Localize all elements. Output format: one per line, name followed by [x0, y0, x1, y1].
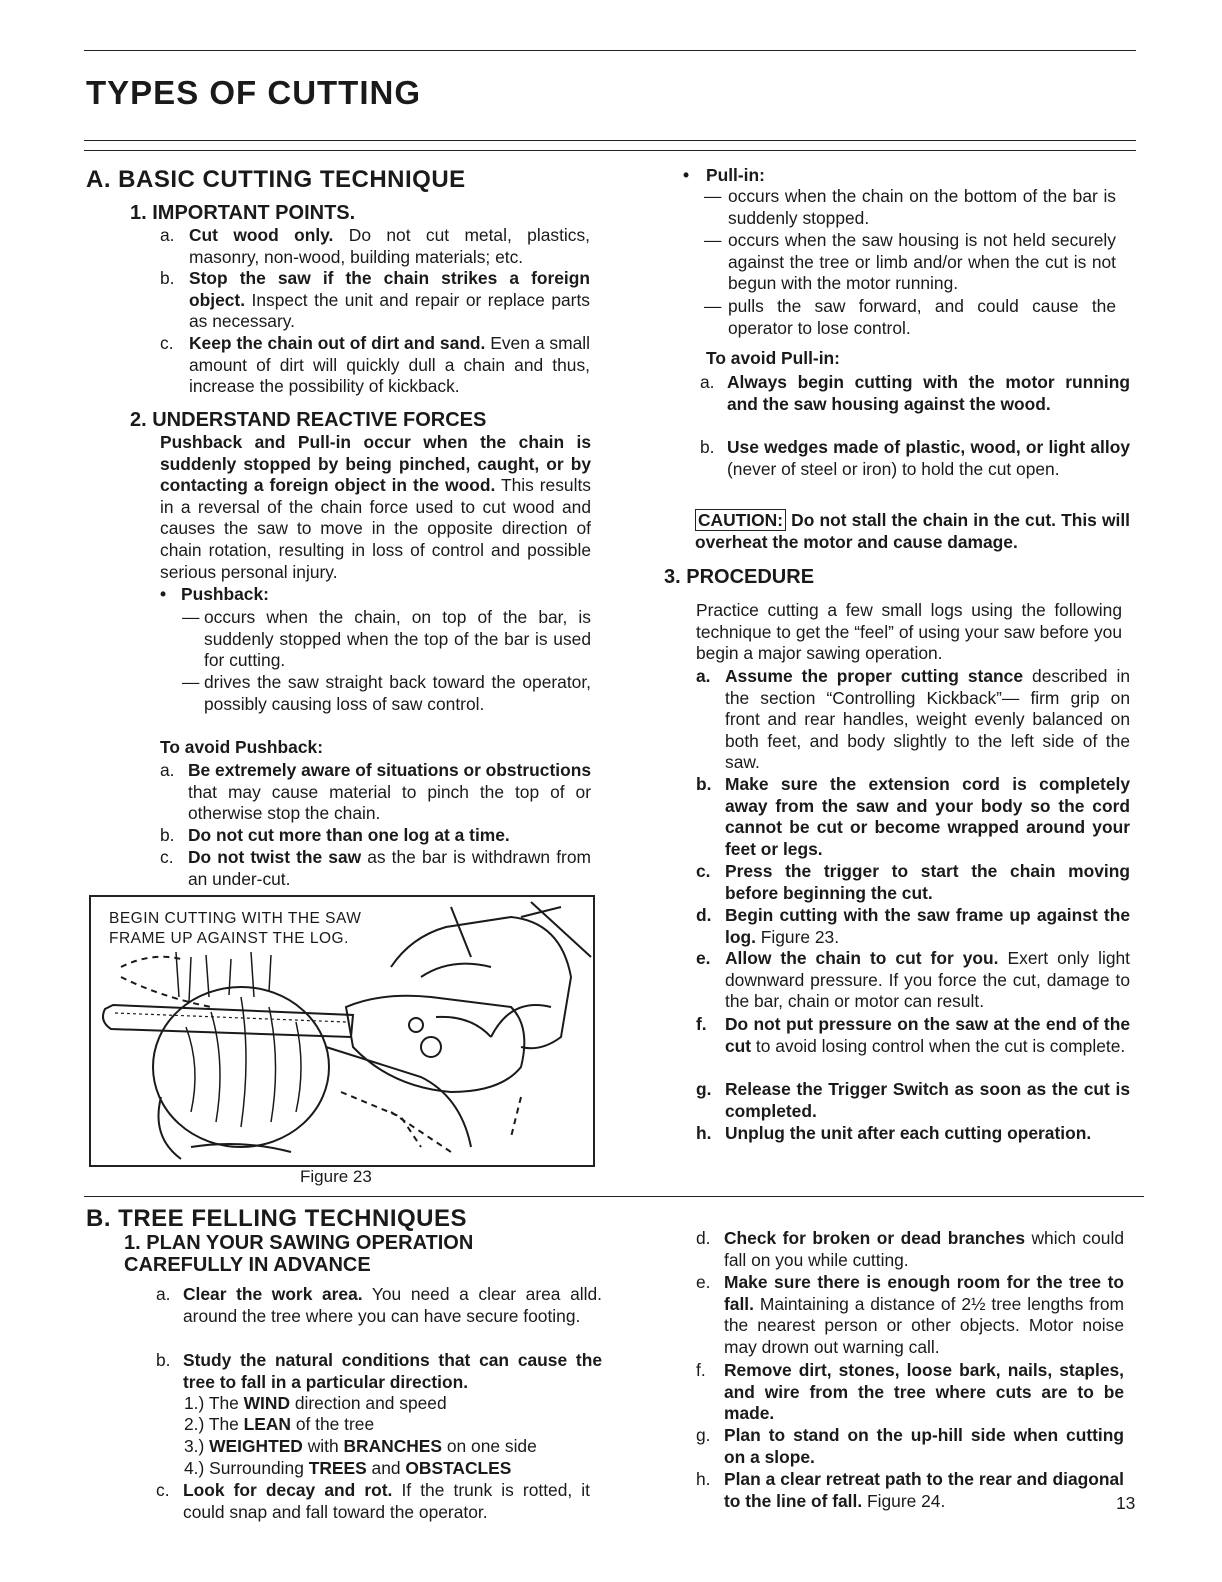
procedure-item-f: f. Do not put pressure on the saw at the end of the cut to avoid losing control when the cut is complete.	[696, 1014, 1130, 1056]
avoid-pushback-b: b. Do not cut more than one log at a time.	[160, 825, 510, 845]
figure-23	[89, 895, 595, 1167]
procedure-item-e: e. Allow the chain to cut for you. Exert only light downward pressure. If you force the cut, damage to the bar, chain or motor can result.	[696, 948, 1130, 1012]
felling-item-b: b. Study the natural conditions that can cause the tree to fall in a particular direction.	[156, 1350, 602, 1392]
title-rule-2	[84, 150, 1136, 151]
pullin-bullet: • Pull-in:	[683, 165, 765, 185]
bullet-icon: •	[160, 584, 167, 604]
felling-item-f: f. Remove dirt, stones, loose bark, nails, staples, and wire from the tree where cuts are to be made.	[696, 1360, 1124, 1424]
top-rule	[84, 50, 1136, 51]
figure-note: BEGIN CUTTING WITH THE SAW FRAME UP AGAINST THE LOG.	[109, 910, 362, 947]
condition-4: 4.) Surrounding TREES and OBSTACLES	[184, 1458, 512, 1478]
procedure-item-a: a. Assume the proper cutting stance described in the section “Controlling Kickback”— firm grip on front and rear handles, weight evenly balanced on both feet, and body slightly to the left side of the saw.	[696, 666, 1130, 773]
procedure-item-g: g. Release the Trigger Switch as soon as the cut is completed.	[696, 1079, 1130, 1121]
important-points-heading: 1. IMPORTANT POINTS.	[130, 202, 356, 224]
title-rule-1	[84, 140, 1136, 141]
felling-item-e: e. Make sure there is enough room for the tree to fall. Maintaining a distance of 2½ tree lengths from the nearest person or other objects. Motor noise may drown out warning call.	[696, 1272, 1124, 1357]
bullet-icon: •	[683, 165, 690, 185]
procedure-item-c: c. Press the trigger to start the chain moving before beginning the cut.	[696, 861, 1130, 903]
avoid-pushback-c: c. Do not twist the saw as the bar is withdrawn from an under-cut.	[160, 847, 591, 889]
felling-item-a: a. Clear the work area. You need a clear area alld. around the tree where you can have secure footing.	[156, 1284, 602, 1326]
page-title: TYPES OF CUTTING	[86, 74, 422, 111]
plan-heading: 1. PLAN YOUR SAWING OPERATION CAREFULLY IN ADVANCE	[124, 1232, 474, 1276]
avoid-pullin-heading: To avoid Pull-in:	[706, 348, 840, 368]
section-divider	[84, 1196, 1144, 1197]
felling-item-c: c. Look for decay and rot. If the trunk is rotted, it could snap and fall toward the operator.	[156, 1480, 590, 1522]
avoid-pushback-a: a. Be extremely aware of situations or obstructions that may cause material to pinch the top of or otherwise stop the chain.	[160, 760, 591, 824]
caution-note: CAUTION: Do not stall the chain in the cut. This will overheat the motor and cause damage.	[695, 510, 1130, 552]
important-item-b: b. Stop the saw if the chain strikes a foreign object. Inspect the unit and repair or replace parts as necessary.	[160, 268, 590, 332]
condition-2: 2.) The LEAN of the tree	[184, 1414, 375, 1434]
felling-item-d: d. Check for broken or dead branches which could fall on you while cutting.	[696, 1228, 1124, 1270]
section-b-heading: B. TREE FELLING TECHNIQUES	[86, 1205, 468, 1232]
pullin-point-2: — occurs when the saw housing is not held securely against the tree or limb and/or when the cut is not begun with the motor running.	[704, 230, 1116, 294]
procedure-item-b: b. Make sure the extension cord is completely away from the saw and your body so the cord cannot be cut or become wrapped around your feet or legs.	[696, 774, 1130, 859]
important-item-a: a. Cut wood only. Do not cut metal, plastics, masonry, non-wood, building materials; etc.	[160, 225, 590, 267]
pushback-point-1: — occurs when the chain, on top of the bar, is suddenly stopped when the top of the bar is used for cutting.	[182, 607, 591, 671]
reactive-forces-intro: Pushback and Pull-in occur when the chain is suddenly stopped by being pinched, caught, or by contacting a foreign object in the wood. This results in a reversal of the chain force used to cut wood and causes the saw to move in the opposite direction of chain rotation, resulting in loss of control and possible serious personal injury.	[160, 432, 591, 582]
procedure-heading: 3. PROCEDURE	[664, 566, 815, 588]
pushback-bullet: • Pushback:	[160, 584, 269, 604]
avoid-pullin-a: a. Always begin cutting with the motor running and the saw housing against the wood.	[700, 372, 1130, 414]
procedure-item-d: d. Begin cutting with the saw frame up against the log. Figure 23.	[696, 905, 1130, 947]
caution-label: CAUTION:	[695, 509, 786, 531]
pushback-point-2: — drives the saw straight back toward the operator, possibly causing loss of saw control.	[182, 672, 591, 714]
section-a-heading: A. BASIC CUTTING TECHNIQUE	[86, 166, 466, 193]
procedure-intro: Practice cutting a few small logs using the following technique to get the “feel” of using your saw before you begin a major sawing operation.	[696, 600, 1122, 664]
avoid-pullin-b: b. Use wedges made of plastic, wood, or light alloy (never of steel or iron) to hold the cut open.	[700, 437, 1130, 479]
important-item-c: c. Keep the chain out of dirt and sand. Even a small amount of dirt will quickly dull a chain and thus, increase the possibility of kickback.	[160, 333, 590, 397]
condition-1: 1.) The WIND direction and speed	[184, 1393, 447, 1413]
page-number: 13	[1116, 1493, 1136, 1513]
felling-item-g: g. Plan to stand on the up-hill side when cutting on a slope.	[696, 1425, 1124, 1467]
felling-item-h: h. Plan a clear retreat path to the rear and diagonal to the line of fall. Figure 24.	[696, 1469, 1124, 1511]
avoid-pushback-heading: To avoid Pushback:	[160, 737, 323, 757]
pullin-point-1: — occurs when the chain on the bottom of the bar is suddenly stopped.	[704, 186, 1116, 228]
procedure-item-h: h. Unplug the unit after each cutting operation.	[696, 1123, 1092, 1143]
pullin-point-3: — pulls the saw forward, and could cause the operator to lose control.	[704, 296, 1116, 338]
condition-3: 3.) WEIGHTED with BRANCHES on one side	[184, 1436, 537, 1456]
reactive-forces-heading: 2. UNDERSTAND REACTIVE FORCES	[130, 409, 487, 431]
figure-23-caption: Figure 23	[300, 1167, 372, 1186]
chainsaw-cutting-illustration	[91, 897, 593, 1165]
